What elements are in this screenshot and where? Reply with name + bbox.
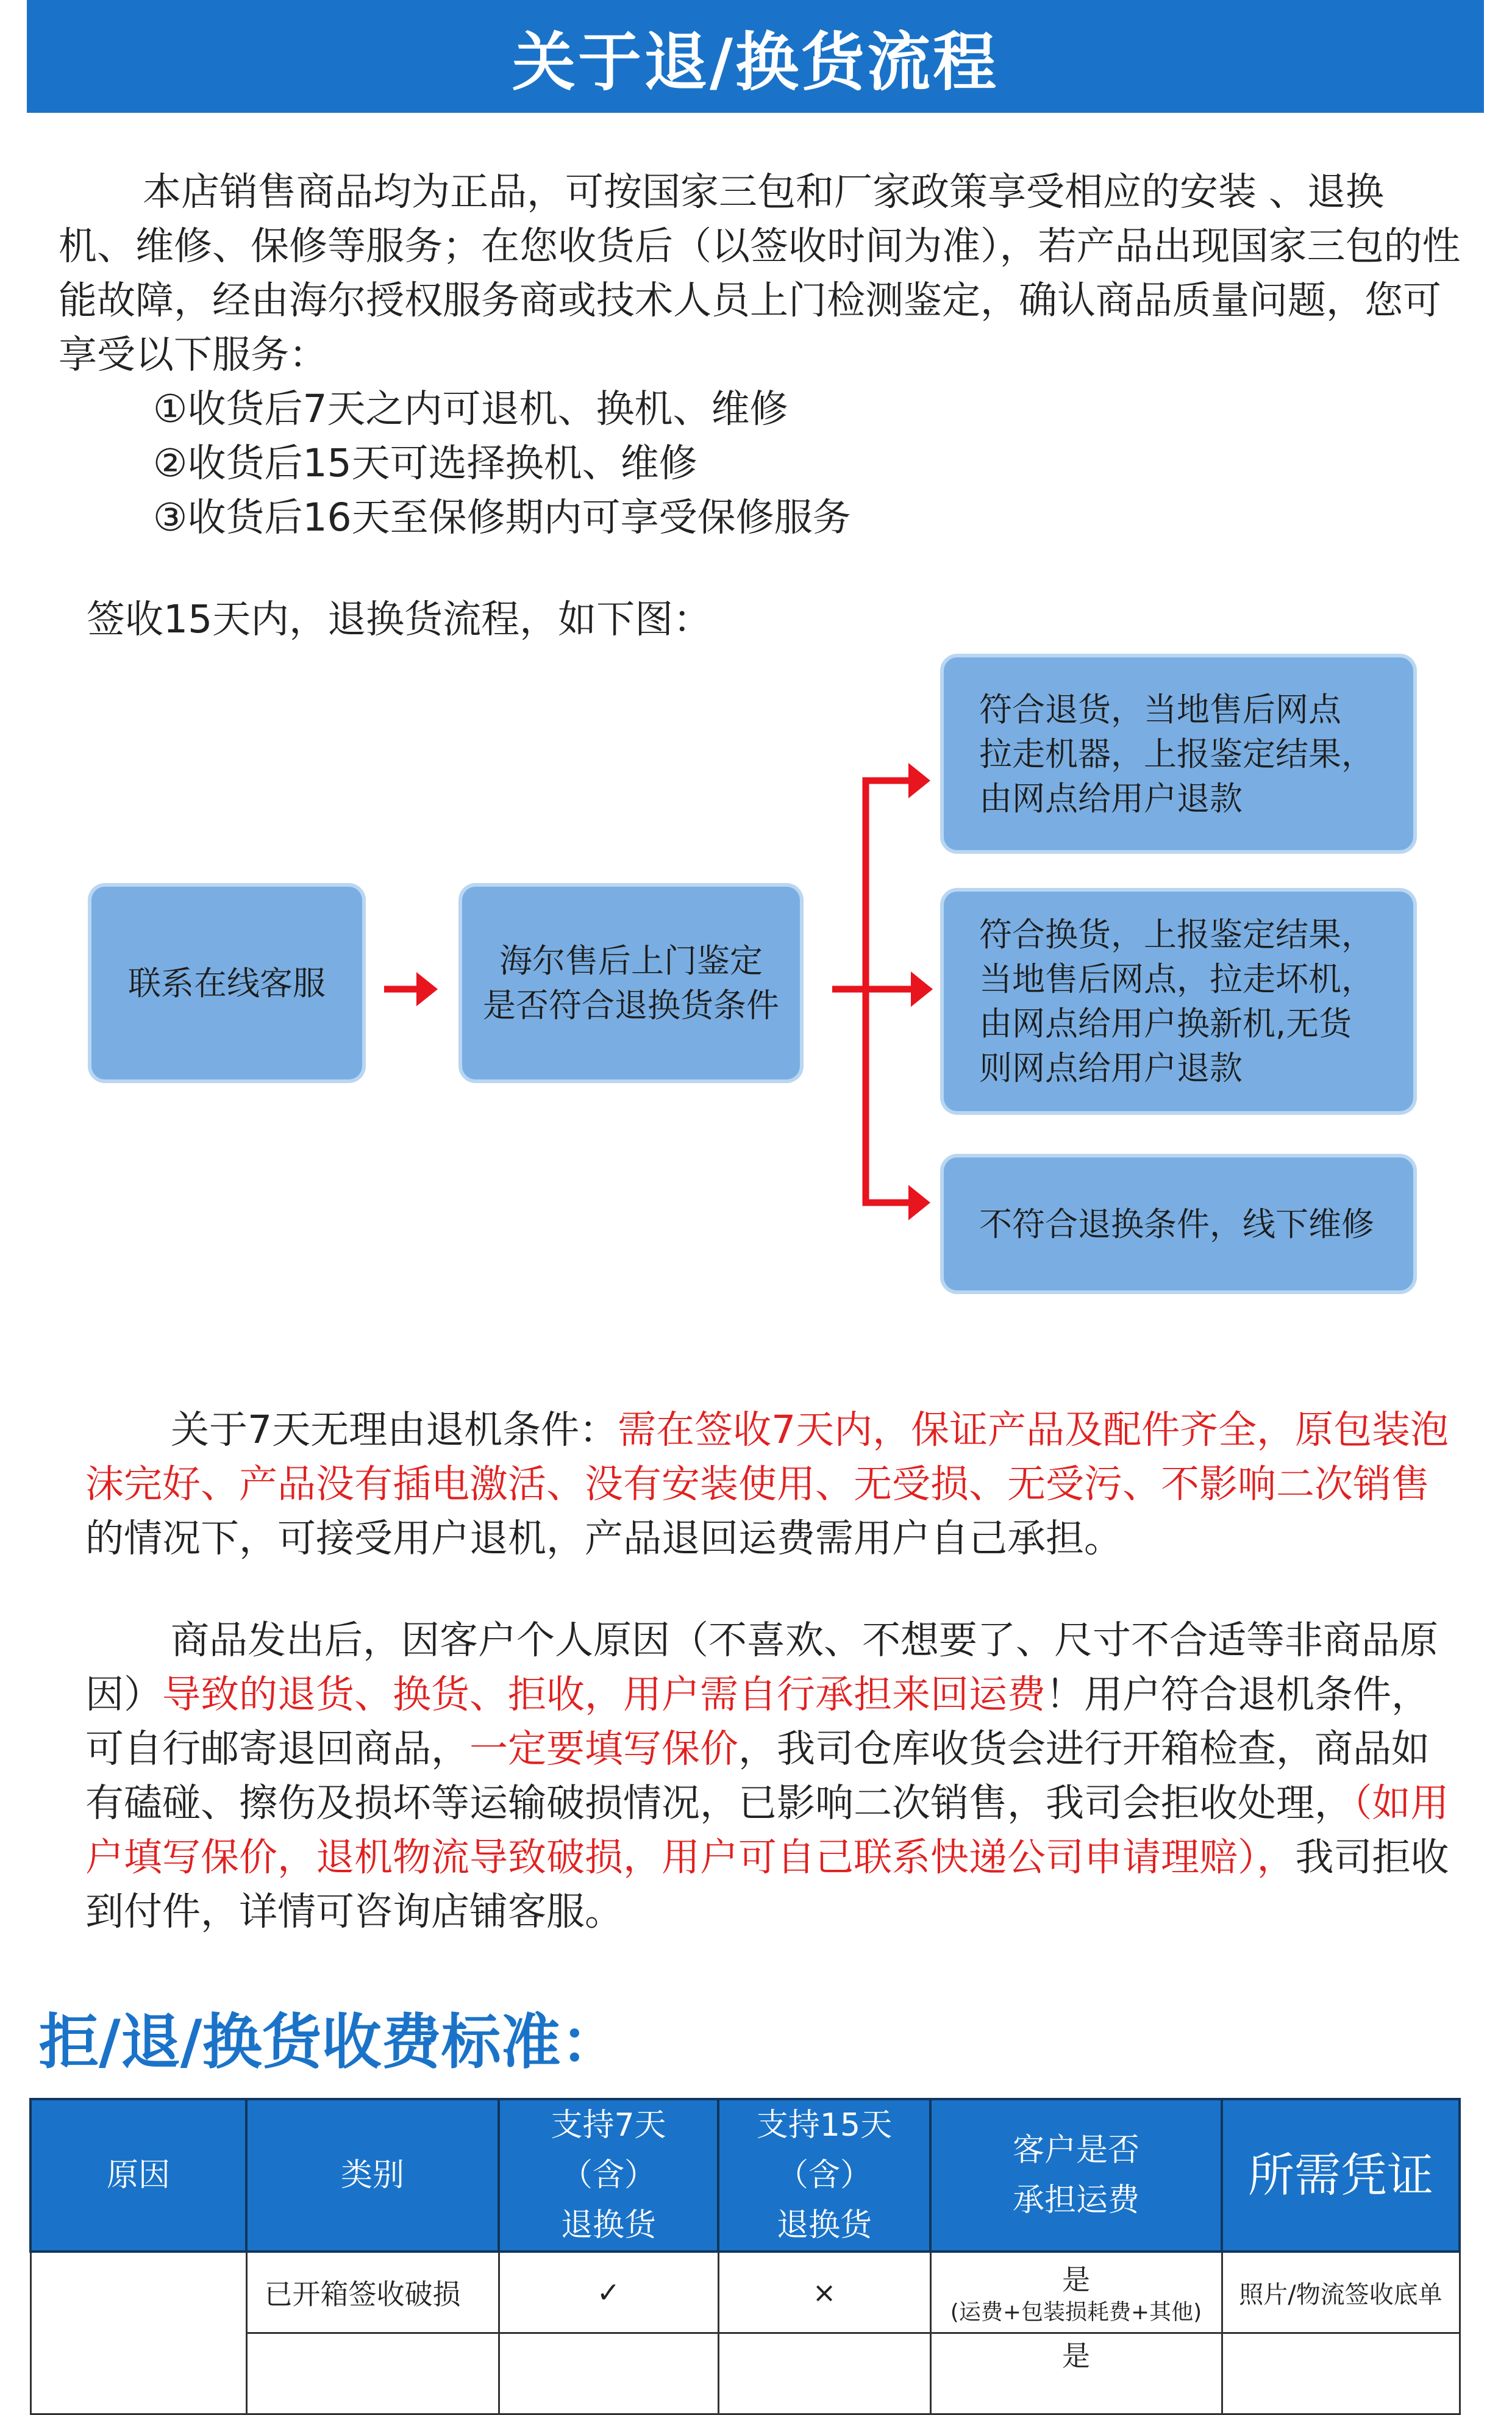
flow-outcome-repair-label: 不符合退换条件，线下维修	[979, 1204, 1374, 1243]
flow-step-inspect	[462, 887, 800, 1079]
row-fifteen-day: ×	[718, 2252, 930, 2333]
flow-outcome-exchange	[944, 892, 1413, 1111]
shipping-part2: ！用户符合退机条件，可自行邮寄退回商品，	[85, 1672, 1430, 1771]
service-item-2: ②收货后15天可选择换机、维修	[153, 441, 697, 485]
seven-day-lead: 关于7天无理由退机条件：	[171, 1408, 618, 1452]
fees-title: 拒/退/换货收费标准：	[39, 2008, 621, 2077]
shipping-part4: 我司拒收到付件，详情可咨询店铺客服。	[85, 1835, 1449, 1934]
flow-outcome-repair	[944, 1157, 1413, 1290]
service-item-3: ③收货后16天至保修期内可享受保修服务	[153, 495, 851, 540]
page-title: 关于退/换货流程	[512, 24, 999, 99]
flow-outcome-refund-label: 符合退货，当地售后网点 拉走机器，上报鉴定结果， 由网点给用户退款	[979, 690, 1374, 818]
header-fifteen-day: 支持15天（含） 退换货	[718, 2099, 930, 2252]
header-seven-day: 支持7天（含） 退换货	[499, 2099, 718, 2252]
flow-outcome-refund	[944, 657, 1413, 850]
shipping-red2: 一定要填写保价	[469, 1726, 738, 1771]
flow-caption: 签收15天内，退换货流程，如下图：	[87, 597, 712, 642]
table-row	[30, 2252, 1460, 2333]
row-proof: 照片/物流签收底单	[1222, 2252, 1460, 2333]
row-reason	[30, 2252, 246, 2414]
seven-day-tail: 的情况下，可接受用户退机，产品退回运费需用户自己承担。	[85, 1516, 1122, 1561]
header-shipping-cost: 客户是否 承担运费	[930, 2099, 1222, 2252]
row-category: 已开箱签收破损	[246, 2252, 499, 2333]
arrowhead-top	[908, 763, 930, 798]
header-reason: 原因	[30, 2099, 246, 2252]
row-seven-day: ✓	[499, 2252, 718, 2333]
flow-outcome-exchange-label: 符合换货，上报鉴定结果， 当地售后网点，拉走坏机， 由网点给用户换新机,无货 则网点给用户退款	[979, 915, 1374, 1087]
arrowhead-bottom	[908, 1185, 930, 1220]
flow-step-contact-label: 联系在线客服	[128, 964, 326, 1003]
seven-day-requirements: 需在签收7天内，保证产品及配件齐全，原包装泡沫完好、产品没有插电激活、没有安装使用、无受损、无受污、不影响二次销售	[85, 1408, 1449, 1506]
flow-step-inspect-label: 海尔售后上门鉴定 是否符合退换货条件	[483, 942, 779, 1025]
arrowhead-2	[911, 971, 933, 1007]
fees-header-row	[30, 2099, 1460, 2252]
flow-step-contact	[91, 887, 362, 1079]
header-category: 类别	[246, 2099, 499, 2252]
intro-paragraph: 本店销售商品均为正品，可按国家三包和厂家政策享受相应的安装 、退换机、维修、保修等服务；在您收货后（以签收时间为准），若产品出现国家三包的性能故障，经由海尔授权服务商或技术人员上门检测鉴定，确认商品质量问题，您可享受以下服务：	[59, 170, 1461, 377]
row-shipping-cost: 是 (运费+包装损耗费+其他)	[930, 2252, 1222, 2333]
arrowhead-1	[416, 972, 438, 1006]
header-proof: 所需凭证	[1222, 2099, 1460, 2252]
shipping-red3: （如用户填写保价，退机物流导致破损，用户可自己联系快递公司申请理赔），	[85, 1781, 1449, 1880]
fees-table	[29, 2098, 1461, 2415]
shipping-policy	[85, 1613, 1451, 1939]
shipping-part1: 商品发出后，因客户个人原因（不喜欢、不想要了、尺寸不合适等非商品原因）	[85, 1618, 1438, 1717]
shipping-part3: ，我司仓库收货会进行开箱检查，商品如有磕碰、擦伤及损坏等运输破损情况，已影响二次销售，我司会拒收处理，	[85, 1726, 1430, 1825]
shipping-red1: 导致的退货、换货、拒收，用户需自行承担来回运费	[162, 1672, 1046, 1717]
seven-day-conditions	[85, 1403, 1451, 1565]
row2-shipping-cost: 是	[930, 2333, 1222, 2414]
service-item-1: ①收货后7天之内可退机、换机、维修	[153, 387, 788, 431]
